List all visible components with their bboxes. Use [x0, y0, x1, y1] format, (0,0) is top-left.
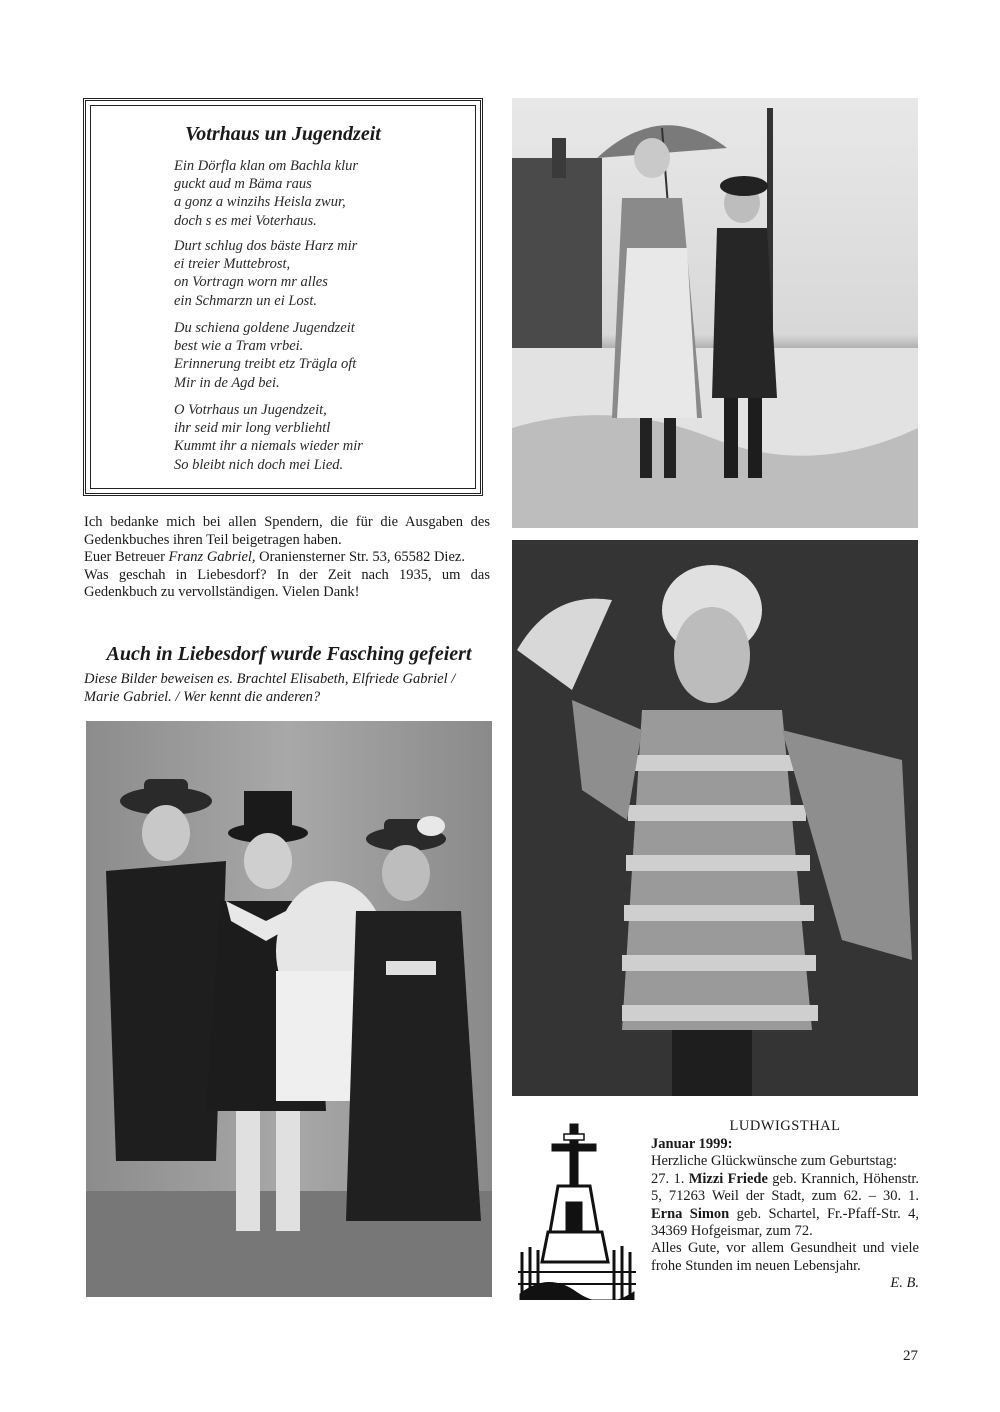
- poem-line: Ein Dörfla klan om Bachla klur: [174, 158, 359, 174]
- poem-line: a gonz a winzihs Heisla zwur,: [174, 194, 346, 211]
- photo-children-in-snow: [512, 98, 918, 528]
- photo-three-women-in-costume: [86, 721, 492, 1297]
- ludwigsthal-month: Januar 1999:: [651, 1136, 733, 1152]
- poem-line: Durt schlug dos bäste Harz mir: [174, 238, 358, 254]
- poem-stanza-2: [174, 237, 474, 310]
- fasching-heading: Auch in Liebesdorf wurde Fasching gefeiert: [106, 643, 472, 665]
- poem-box: [83, 98, 483, 496]
- thanks-paragraph: [84, 514, 490, 602]
- ludwigsthal-wishes: Alles Gute, vor allem Gesundheit und viele frohe Stunden im neuen Lebensjahr.: [651, 1240, 919, 1274]
- thanks-line-1: Ich bedanke mich bei allen Spendern, die für die Ausgaben des Gedenkbuches ihren Teil beigetragen haben.: [84, 514, 490, 548]
- entry1-details: geb. Krannich, Höhenstr. 5, 71263 Weil der Stadt, zum 62. – 30. 1.: [651, 1170, 920, 1205]
- poem-line: guckt aud m Bäma raus: [174, 176, 312, 193]
- poem-line: Erinnerung treibt etz Trägla oft: [174, 356, 357, 373]
- photo-woman-with-fan: [512, 540, 918, 1096]
- poem-stanza-4: [174, 401, 474, 474]
- poem-stanza-1: [174, 157, 474, 230]
- thanks-betreuer-label: Euer Betreuer: [84, 549, 165, 566]
- thanks-betreuer-name: Franz Gabriel,: [168, 549, 256, 566]
- fasching-caption: Diese Bilder beweisen es. Brachtel Elisabeth, Elfriede Gabriel / Marie Gabriel. / Wer kennt die anderen?: [84, 671, 456, 705]
- poem-line: doch s es mei Voterhaus.: [174, 212, 317, 229]
- entry2-details: geb. Schartel, Fr.-Pfaff-Str. 4, 34369 Hofgeismar, zum 72.: [651, 1205, 920, 1240]
- poem-line: ei treier Muttebrost,: [174, 256, 291, 273]
- thanks-line-2: [84, 549, 490, 567]
- poem-line: Du schiena goldene Jugendzeit: [174, 320, 355, 336]
- poem-line: O Votrhaus un Jugendzeit,: [174, 402, 327, 418]
- poem-line: on Vortragn worn mr alles: [174, 274, 328, 291]
- entry1-name: Mizzi Friede: [688, 1170, 768, 1187]
- poem-title: Votrhaus un Jugendzeit: [185, 123, 381, 145]
- entry2-name: Erna Simon: [651, 1205, 730, 1222]
- ludwigsthal-text: [651, 1136, 919, 1293]
- thanks-address: Oraniensterner Str. 53, 65582 Diez.: [259, 549, 465, 566]
- poem-line: best wie a Tram vrbei.: [174, 338, 304, 355]
- entry1-date: 27. 1.: [651, 1170, 685, 1187]
- ludwigsthal-entries: [651, 1171, 919, 1241]
- thanks-line-3: Was geschah in Liebesdorf? In der Zeit nach 1935, um das Gedenkbuch zu vervollständigen. Vielen Dank!: [84, 566, 490, 601]
- poem-line: Mir in de Agd bei.: [174, 374, 280, 391]
- wayside-cross-icon: [518, 1122, 636, 1300]
- poem-stanza-3: [174, 319, 474, 392]
- ludwigsthal-signature: E. B.: [890, 1275, 919, 1292]
- poem-line: Kummt ihr a niemals wieder mir: [174, 438, 363, 455]
- ludwigsthal-title: LUDWIGSTHAL: [729, 1118, 841, 1134]
- poem-line: So bleibt nich doch mei Lied.: [174, 456, 344, 473]
- poem-line: ihr seid mir long verbliehtl: [174, 420, 331, 437]
- ludwigsthal-greeting: Herzliche Glückwünsche zum Geburtstag:: [651, 1153, 898, 1170]
- page-number: 27: [903, 1348, 918, 1364]
- poem-line: ein Schmarzn un ei Lost.: [174, 292, 317, 309]
